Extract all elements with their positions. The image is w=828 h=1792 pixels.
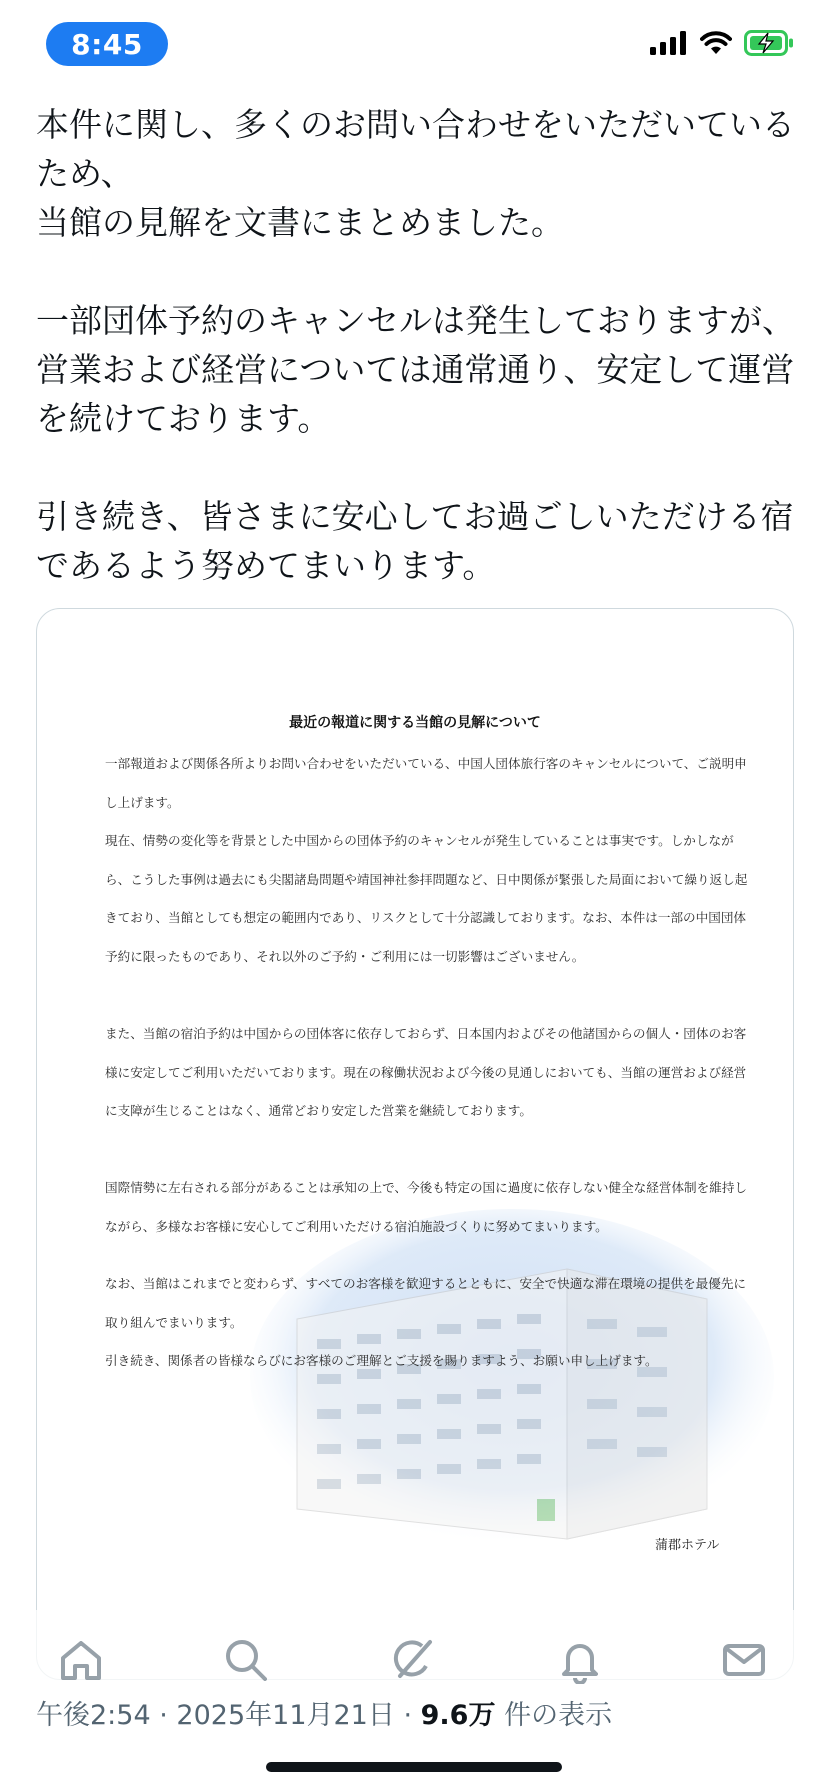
document-paragraph: また、当館の宿泊予約は中国からの団体客に依存しておらず、日本国内およびその他諸国からの個人・団体のお客様に安定してご利用いただいております。現在の稼働状況および今後の見通しにおいても、当館の運営および経営に支障が生じることはなく、通常どおり安定した営業を継続しております。 — [105, 1026, 747, 1118]
document-paragraph: 引き続き、関係者の皆様ならびにお客様のご理解とご支援を賜りますよう、お願い申し上げます。 — [105, 1353, 658, 1368]
document-paragraph: 現在、情勢の変化等を背景とした中国からの団体予約のキャンセルが発生していることは事実です。しかしながら、こうした事例は過去にも尖閣諸島問題や靖国神社参拝問題など、日中関係が緊張した局面において繰り返し起きており、当館としても想定の範囲内であり、リスクとして十分認識しております。なお、本件は一部の中国団体予約に限ったものであり、それ以外のご予約・ご利用には一切影響はございません。 — [105, 833, 748, 964]
document-paragraph: 国際情勢に左右される部分があることは承知の上で、今後も特定の国に過度に依存しない健全な経営体制を維持しながら、多様なお客様に安心してご利用いただける宿泊施設づくりに努めてまいります。 — [105, 1180, 748, 1234]
post-metadata — [36, 1693, 612, 1732]
status-time[interactable]: 8:45 — [46, 22, 168, 66]
signal-icon — [650, 31, 688, 55]
views-label[interactable]: 件の表示 — [504, 1700, 613, 1731]
document-paragraph: なお、当館はこれまでと変わらず、すべてのお客様を歓迎するとともに、安全で快適な滞在環境の提供を最優先に取り組んでまいります。 — [105, 1276, 747, 1330]
messages-icon[interactable] — [720, 1636, 768, 1684]
status-bar — [0, 0, 828, 90]
statement-document — [37, 609, 793, 1679]
document-title: 最近の報道に関する当館の見解について — [289, 715, 541, 731]
notifications-icon[interactable] — [556, 1636, 604, 1684]
views-count: 9.6万 — [420, 1700, 496, 1731]
post-time: 午後2:54 — [36, 1700, 151, 1731]
wifi-icon — [700, 31, 732, 55]
post-date: 2025年11月21日 — [176, 1700, 395, 1731]
grok-icon[interactable] — [388, 1636, 436, 1684]
home-indicator[interactable] — [266, 1762, 562, 1772]
search-icon[interactable] — [222, 1636, 270, 1684]
tweet-text: 本件に関し、多くのお問い合わせをいただいている ため、 当館の見解を文書にまとめました。 一部団体予約のキャンセルは発生しておりますが、 営業および経営については通常通り、安定して運営 を続けております。 引き続き、皆さまに安心してお過ごしいただける宿 であるよう努めてまいります。 — [36, 105, 795, 585]
meta-separator: · — [403, 1700, 413, 1731]
status-icons — [650, 30, 794, 56]
battery-charging-icon — [744, 30, 794, 56]
document-signature: 蒲郡ホテル — [655, 1538, 720, 1553]
attached-image[interactable] — [36, 608, 794, 1680]
document-paragraph: 一部報道および関係各所よりお問い合わせをいただいている、中国人団体旅行客のキャンセルについて、ご説明申し上げます。 — [105, 756, 747, 810]
home-icon[interactable] — [57, 1636, 105, 1684]
meta-separator: · — [159, 1700, 168, 1731]
